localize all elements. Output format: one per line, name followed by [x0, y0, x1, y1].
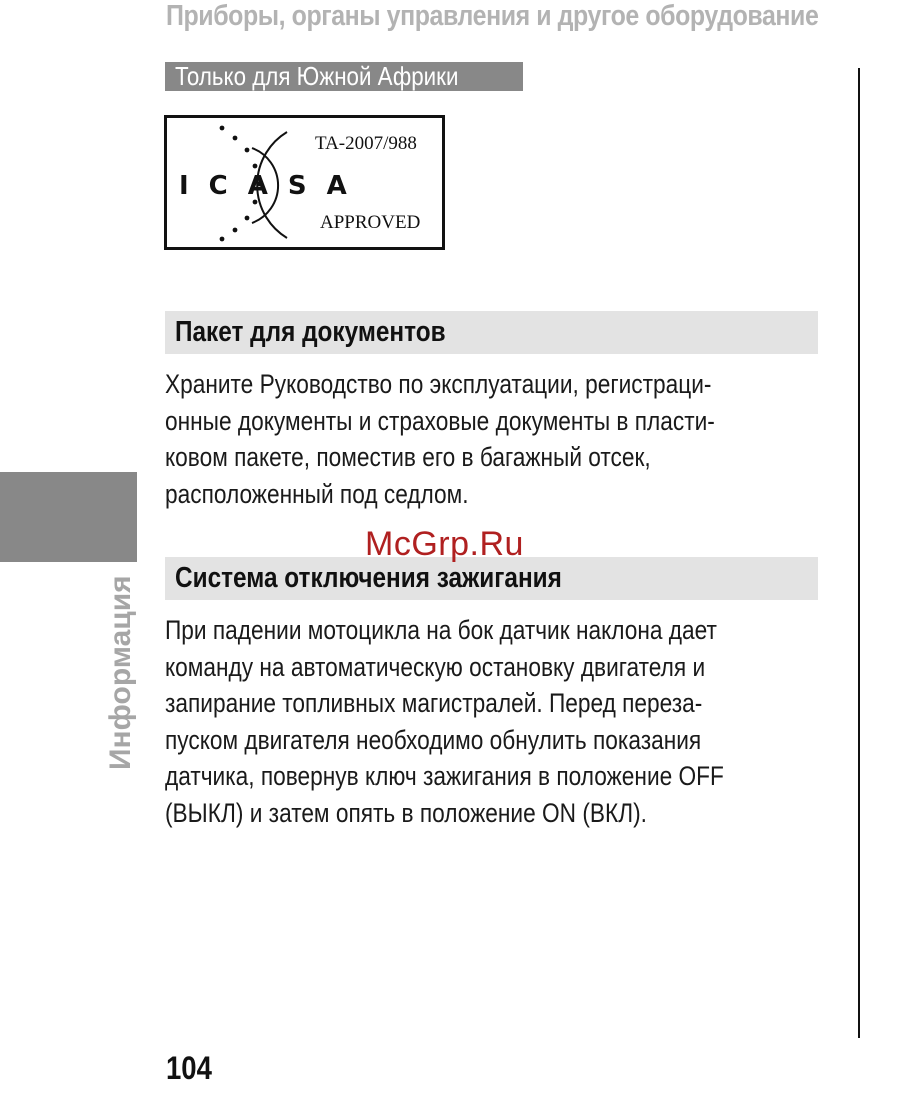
paragraph-line: онные документы и страховые документы в пласти- — [165, 405, 715, 436]
section-title-text: Система отключения зажигания — [175, 562, 562, 594]
page-header-title: Приборы, органы управления и другое оборудование — [166, 0, 819, 32]
paragraph-line: Храните Руководство по эксплуатации, регистраци- — [165, 369, 712, 399]
paragraph-line: датчика, повернув ключ зажигания в положение OFF — [165, 761, 724, 791]
paragraph-line: команду на автоматическую остановку двигателя и — [165, 651, 706, 682]
paragraph-line: пуском двигателя необходимо обнулить показания — [165, 724, 702, 755]
paragraph-line: При падении мотоцикла на бок датчик наклона дает — [165, 615, 717, 645]
logo-letters: ICASA — [179, 171, 367, 201]
section-body-document-bag — [165, 366, 917, 512]
paragraph-line: запирание топливных магистралей. Перед переза- — [165, 688, 703, 718]
side-tab-label: Информация — [104, 575, 137, 770]
watermark: McGrp.Ru — [365, 525, 524, 563]
region-label-text: Только для Южной Африки — [175, 61, 459, 91]
page-number: 104 — [166, 1050, 212, 1086]
certificate-status: APPROVED — [320, 212, 421, 233]
section-body-ignition-cutoff — [165, 612, 917, 831]
certificate-number: TA-2007/988 — [315, 133, 417, 154]
side-tab-marker — [0, 472, 137, 562]
icasa-certificate — [164, 115, 445, 250]
page-edge-line — [858, 68, 860, 1038]
section-title-text: Пакет для документов — [175, 316, 446, 348]
paragraph-line: расположенный под седлом. — [165, 478, 469, 509]
paragraph-line: (ВЫКЛ) и затем опять в положение ON (ВКЛ). — [165, 797, 647, 828]
section-title-document-bag — [165, 311, 818, 354]
region-label — [165, 62, 523, 91]
paragraph-line: ковом пакете, поместив его в багажный отсек, — [165, 442, 651, 472]
